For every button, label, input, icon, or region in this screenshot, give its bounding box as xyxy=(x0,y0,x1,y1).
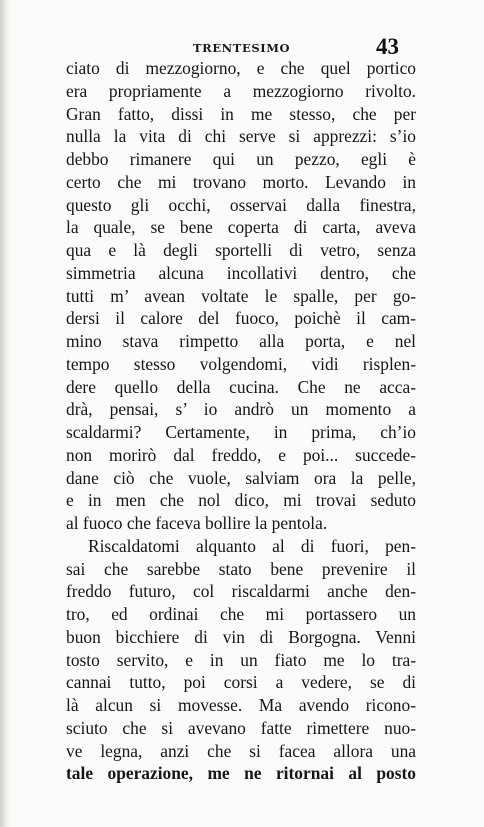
text-line: tosto servito, e in un fiato me lo tra- xyxy=(66,649,416,670)
running-head-title: TRENTESIMO xyxy=(193,41,291,55)
text-line: mino stava rimpetto alla porta, e nel xyxy=(66,331,416,351)
text-line: sciuto che si avevano fatte rimettere nuo- xyxy=(66,717,416,738)
text-line: tro, ed ordinai che mi portassero un xyxy=(66,604,416,624)
text-line: scaldarmi? Certamente, in prima, ch’io xyxy=(66,422,416,442)
paragraph-2 xyxy=(66,535,416,785)
text-line: era propriamente a mezzogiorno rivolto. xyxy=(66,80,416,101)
text-line: cannai tutto, poi corsi a vedere, se di xyxy=(66,672,416,693)
text-line: Riscaldatomi alquanto al di fuori, pen- xyxy=(88,535,416,556)
text-line: freddo futuro, col riscaldarmi anche den- xyxy=(66,581,416,602)
page-number: 43 xyxy=(376,34,399,59)
text-line: dane ciò che vuole, salviam ora la pelle, xyxy=(66,467,416,488)
text-line: sai che sarebbe stato bene prevenire il xyxy=(66,558,416,579)
text-line: dere quello della cucina. Che ne acca- xyxy=(66,376,416,397)
text-line: qua e là degli sportelli di vetro, senza xyxy=(66,240,416,260)
text-line: ve legna, anzi che si facea allora una xyxy=(66,740,416,761)
text-line: la quale, se bene coperta di carta, aveva xyxy=(66,217,416,238)
text-line: e in men che nol dico, mi trovai seduto xyxy=(66,490,416,511)
text-line: al fuoco che faceva bollire la pentola. xyxy=(66,513,328,533)
text-line: là alcun si movesse. Ma avendo ricono- xyxy=(66,695,416,715)
text-line: non morirò dal freddo, e poi... succede- xyxy=(66,444,416,465)
page-gutter-shadow xyxy=(0,0,10,827)
paragraph-1 xyxy=(66,57,416,535)
text-line: drà, pensai, s’ io andrò un momento a xyxy=(66,399,416,420)
text-line: nulla la vita di chi serve si apprezzi: s’io xyxy=(66,126,416,147)
text-line: buon bicchiere di vin di Borgogna. Venni xyxy=(66,626,416,647)
text-line: certo che mi trovano morto. Levando in xyxy=(66,171,416,192)
text-line: tale operazione, me ne ritornai al posto xyxy=(66,763,416,784)
text-line: dersi il calore del fuoco, poichè il cam- xyxy=(66,308,416,329)
body-text xyxy=(66,57,416,785)
text-line: questo gli occhi, osservai dalla finestra, xyxy=(66,194,416,215)
text-line: debbo rimanere qui un pezzo, egli è xyxy=(66,149,416,169)
text-line: tutti m’ avean voltate le spalle, per go- xyxy=(66,285,416,306)
text-line: simmetria alcuna incollativi dentro, che xyxy=(66,262,416,283)
text-line: ciato di mezzogiorno, e che quel portico xyxy=(66,58,416,78)
text-line: tempo stesso volgendomi, vidi risplen- xyxy=(66,353,416,374)
text-line: Gran fatto, dissi in me stesso, che per xyxy=(66,103,416,124)
